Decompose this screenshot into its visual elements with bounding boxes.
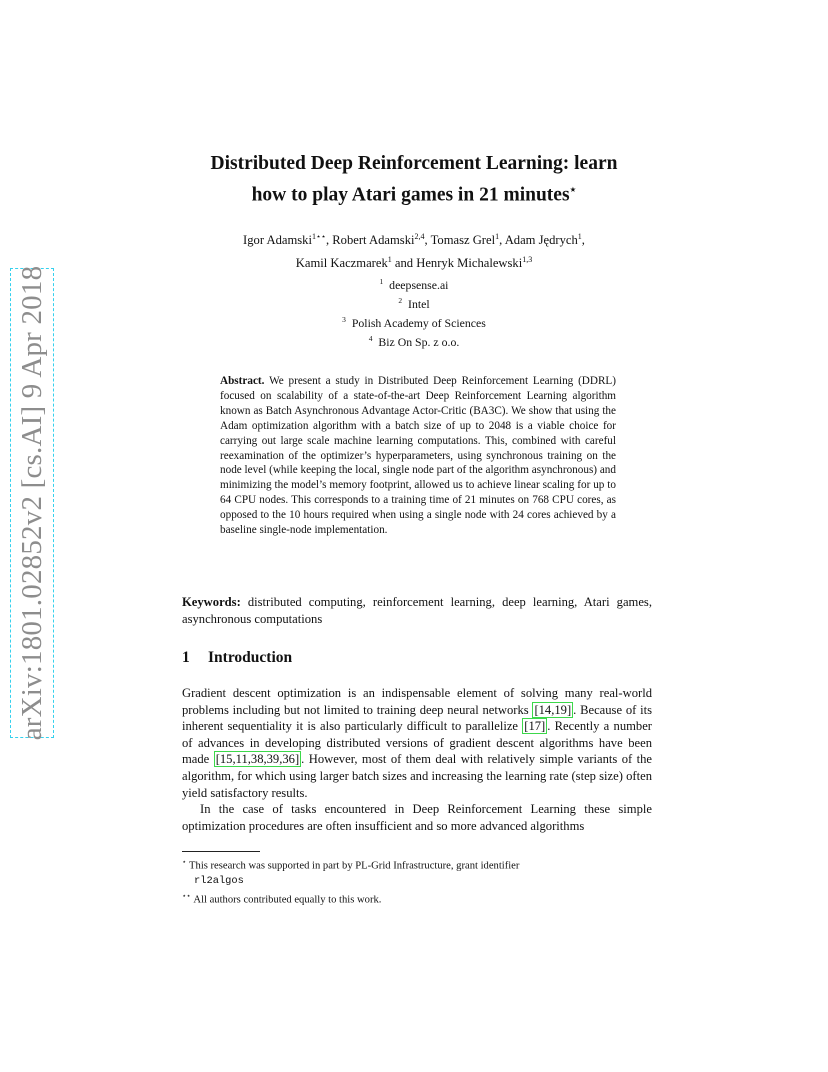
affiliation-list: [280, 274, 548, 350]
author-affiliation-sup: 1: [495, 232, 500, 241]
affiliation-number: 2: [398, 295, 403, 305]
intro-paragraph: In the case of tasks encountered in Deep Reinforcement Learning these simple optimization procedures are often insufficient and so more advanced algorithms: [182, 802, 652, 833]
footnote-code: rl2algos: [194, 875, 244, 888]
author-separator: and: [391, 256, 417, 271]
author-separator: ,: [424, 233, 431, 248]
author-separator: ,: [581, 233, 585, 248]
introduction-body: [182, 685, 652, 834]
intro-paragraph: [182, 685, 652, 801]
keywords: [182, 594, 652, 628]
author-name: Robert Adamski: [332, 233, 415, 248]
affiliation-name: Intel: [408, 296, 430, 311]
author-affiliation-sup: 1,3: [522, 255, 533, 265]
affiliation-number: 1: [379, 277, 384, 286]
footnote-text: This research was supported in part by PL-Grid Infrastructure, grant identifier: [189, 860, 520, 872]
affiliation-name: deepsense.ai: [389, 277, 449, 292]
author-name: Igor Adamski: [243, 233, 312, 248]
abstract-text: We present a study in Distributed Deep Reinforcement Learning (DDRL) focused on scalability of a state-of-the-art Deep Reinforcement Learning algorithm known as Batch Asynchronous Advantage Actor-Critic (BA3C). We show that using the Adam optimization algorithm with a batch size of up to 2048 is a viable choice for carrying out large scale machine learning computations. This, combined with careful reexamination of the optimizer’s hyperparameters, using synchronous training on the node level (while keeping the local, single node part of the algorithm asynchronous) and minimizing the model’s memory footprint, allowed us to achieve linear scaling for up to 64 CPU nodes. This corresponds to a training time of 21 minutes on 768 CPU cores, as opposed to the 10 hours required when using a single node with 24 cores achieved by a baseline single-node implementation.: [220, 375, 616, 537]
author-name: Kamil Kaczmarek: [295, 256, 388, 271]
section-heading: [182, 649, 292, 667]
footnotes: [182, 855, 652, 908]
footnote-mark: ⋆: [182, 858, 187, 866]
keywords-text: distributed computing, reinforcement learning, deep learning, Atari games, asynchronous computations: [182, 595, 652, 626]
abstract: [220, 374, 616, 538]
abstract-label: Abstract.: [220, 375, 265, 387]
affiliation: [280, 312, 548, 331]
author-separator: ,: [499, 233, 505, 248]
author-affiliation-sup: 1⋆⋆: [311, 232, 326, 241]
intro-text: . Recently a number of advances in developing distributed versions of gradient descent algorithms have been made: [182, 719, 653, 767]
affiliation-name: Polish Academy of Sciences: [351, 315, 486, 330]
footnote: [182, 855, 652, 874]
author-name: Tomasz Grel: [430, 233, 496, 248]
footnote-mark: ⋆⋆: [182, 891, 191, 900]
intro-text: Gradient descent optimization is an indispensable element of solving many real-world problems including but not limited to training deep neural networks: [182, 686, 652, 717]
citation-link[interactable]: [14,19]: [534, 702, 572, 717]
author-affiliation-sup: 2,4: [414, 232, 425, 241]
footnote-divider: [182, 851, 260, 852]
affiliation-name: Biz On Sp. z o.o.: [378, 334, 460, 349]
arxiv-stamp-text[interactable]: arXiv:1801.02852v2 [cs.AI] 9 Apr 2018: [10, 268, 54, 738]
affiliation: [280, 274, 548, 293]
section-title: Introduction: [208, 649, 293, 666]
keywords-label: Keywords:: [182, 595, 241, 609]
author-affiliation-sup: 1: [387, 255, 392, 265]
footnote: [182, 889, 652, 908]
author-list: [150, 227, 678, 273]
intro-text: . Because of its inherent sequentiality it is also particularly difficult to parallelize: [182, 702, 652, 734]
arxiv-identifier-stamp[interactable]: [10, 265, 54, 741]
citation-link[interactable]: [17]: [524, 719, 546, 734]
intro-text: . However, most of them deal with relatively simple variants of the algorithm, for which using larger batch sizes and increasing the learning rate (step size) often yield satisfactory results.: [182, 752, 652, 800]
section-number: 1: [182, 649, 190, 666]
paper-title: [150, 150, 678, 209]
author-name: Henryk Michalewski: [416, 256, 523, 271]
title-line-2: how to play Atari games in 21 minutes: [251, 184, 570, 206]
affiliation: [280, 293, 548, 312]
affiliation: [280, 331, 548, 350]
author-separator: ,: [325, 233, 333, 248]
author-name: Adam Jędrych: [504, 233, 578, 248]
affiliation-number: 3: [342, 314, 346, 324]
title-line-1: Distributed Deep Reinforcement Learning: learn: [210, 153, 618, 174]
citation-link[interactable]: [15,11,38,39,36]: [215, 752, 300, 767]
affiliation-number: 4: [368, 333, 373, 343]
footnote-text: All authors contributed equally to this work.: [193, 894, 382, 906]
author-affiliation-sup: 1: [577, 232, 582, 241]
title-footnote-mark: ⋆: [569, 184, 577, 196]
